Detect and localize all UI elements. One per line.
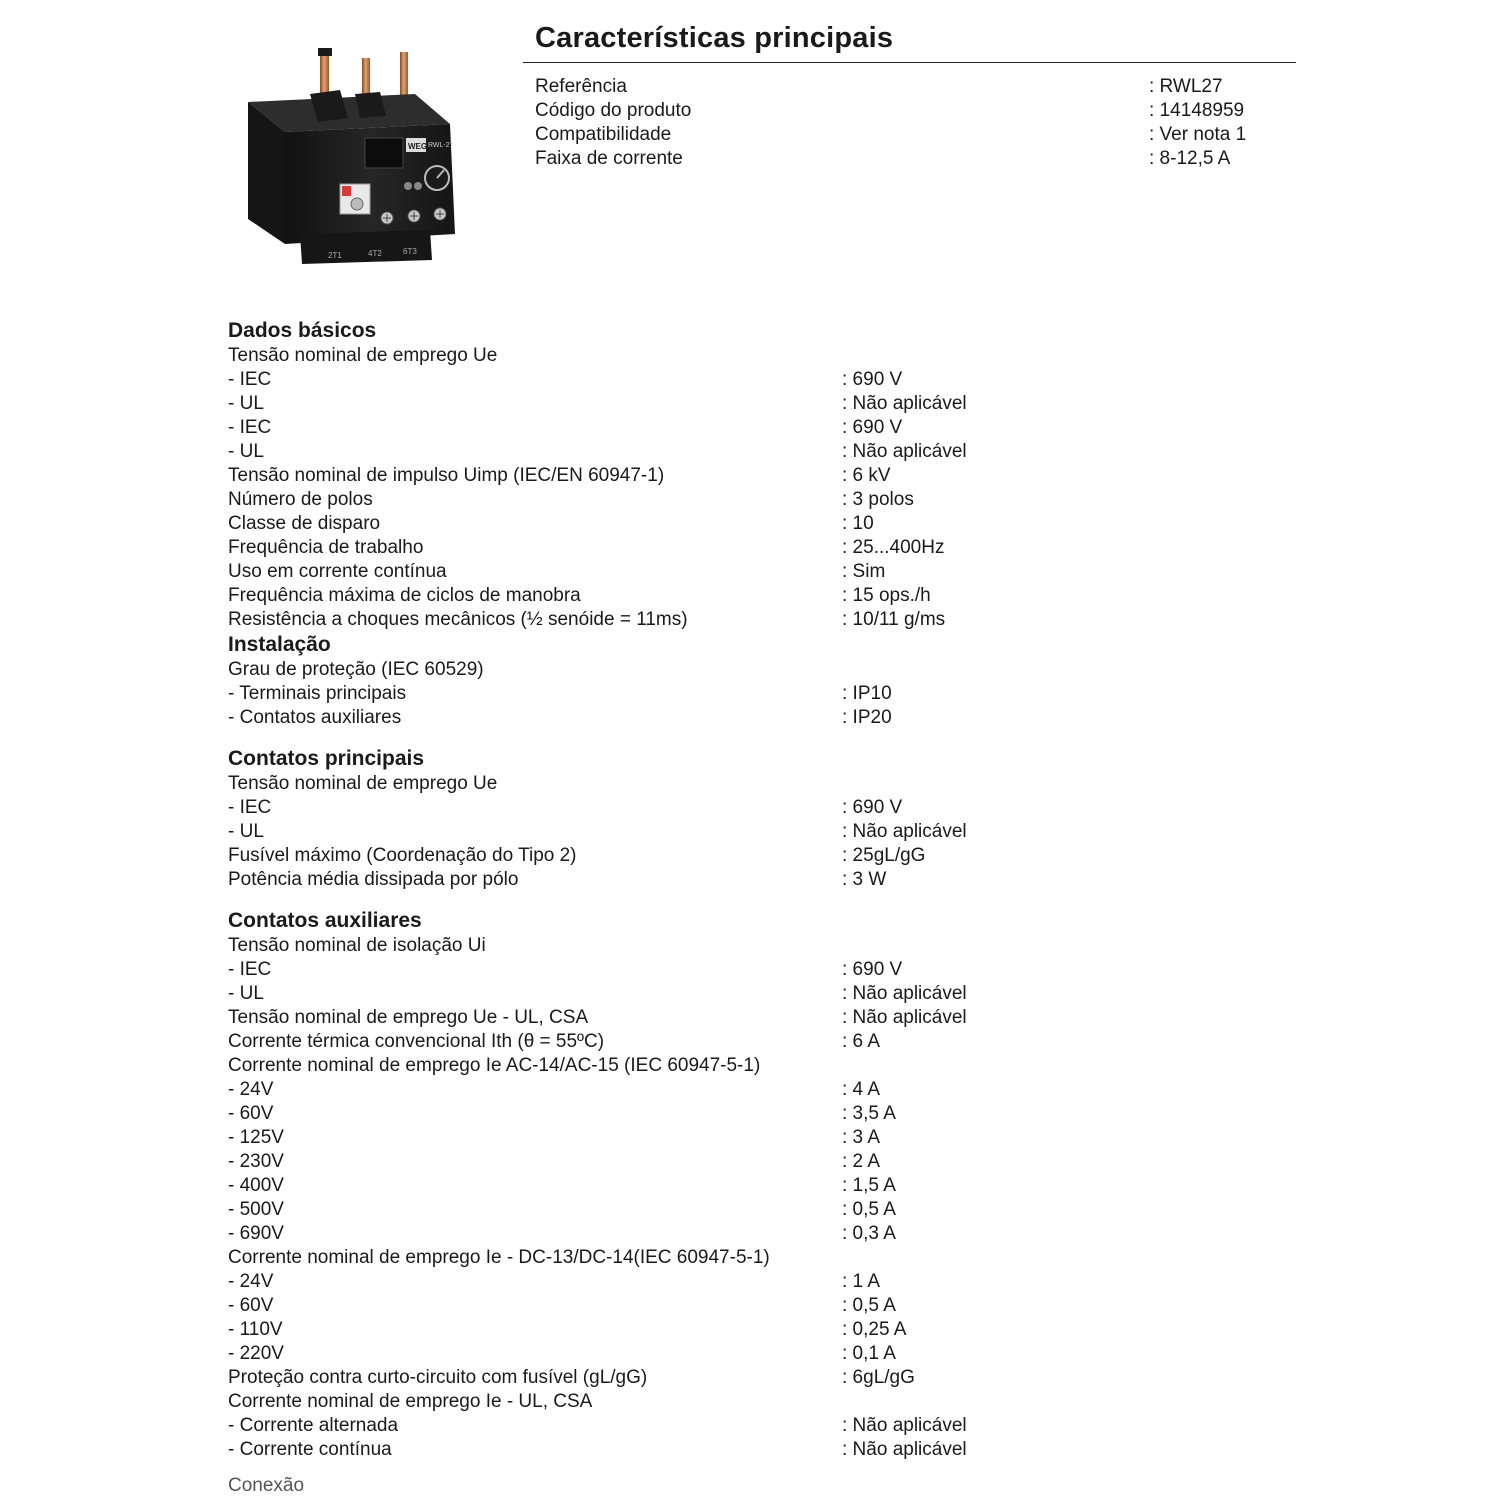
spec-value: : Não aplicável	[842, 393, 967, 414]
spec-row	[228, 844, 1308, 868]
spec-row	[228, 1054, 1308, 1078]
spec-row	[228, 682, 1308, 706]
spec-row	[228, 958, 1308, 982]
product-image	[240, 44, 480, 270]
section-contatos-auxiliares	[228, 934, 1308, 1462]
spec-label: - 24V	[228, 1271, 274, 1292]
spec-row	[228, 584, 1308, 608]
spec-row	[228, 706, 1308, 730]
spec-row	[228, 1102, 1308, 1126]
spec-value: : Não aplicável	[842, 1007, 967, 1028]
spec-label: - IEC	[228, 959, 272, 980]
spec-value: : 3 polos	[842, 489, 914, 510]
spec-row	[228, 1366, 1308, 1390]
spec-row	[228, 772, 1308, 796]
spec-row	[228, 1414, 1308, 1438]
spec-row	[228, 1198, 1308, 1222]
spec-label: - Terminais principais	[228, 683, 407, 704]
spec-label: - 400V	[228, 1175, 284, 1196]
spec-row	[228, 1246, 1308, 1270]
spec-row	[228, 1342, 1308, 1366]
spec-label: - UL	[228, 393, 264, 414]
model-label: RWL-27	[428, 142, 454, 149]
section-title-contatos-auxiliares: Contatos auxiliares	[228, 909, 422, 932]
spec-sheet	[228, 318, 1308, 1462]
spec-value: : 3,5 A	[842, 1103, 896, 1124]
main-specs-table	[535, 75, 1295, 171]
spec-row	[228, 1438, 1308, 1462]
spec-row	[228, 536, 1308, 560]
spec-value: : IP10	[842, 683, 892, 704]
spec-value: : 4 A	[842, 1079, 881, 1100]
spec-label: - 24V	[228, 1079, 274, 1100]
section-contatos-principais	[228, 772, 1308, 892]
spec-label: - 690V	[228, 1223, 284, 1244]
spec-label: - UL	[228, 983, 264, 1004]
section-title-contatos-principais: Contatos principais	[228, 747, 425, 770]
spec-label: - IEC	[228, 417, 272, 438]
spec-value: : 690 V	[842, 369, 903, 390]
spec-label: Uso em corrente contínua	[228, 561, 447, 582]
spec-row	[535, 123, 1295, 147]
spec-label: - 110V	[228, 1319, 283, 1340]
spec-label: - Corrente contínua	[228, 1439, 392, 1460]
spec-value: : 2 A	[842, 1151, 881, 1172]
spec-value: : 10	[842, 513, 874, 534]
spec-label: Tensão nominal de isolação Ui	[228, 935, 486, 956]
spec-row	[228, 392, 1308, 416]
spec-value: : Ver nota 1	[1149, 124, 1247, 145]
spec-row	[228, 464, 1308, 488]
spec-label: - Contatos auxiliares	[228, 707, 402, 728]
terminal-label-2: 4T2	[368, 249, 382, 258]
section-dados-basicos	[228, 344, 1308, 632]
spec-label: - 220V	[228, 1343, 284, 1364]
spec-value: : Não aplicável	[842, 1415, 967, 1436]
spec-label: - IEC	[228, 797, 272, 818]
spec-label: Número de polos	[228, 489, 373, 510]
spec-value: : 6 kV	[842, 465, 891, 486]
spec-label: Faixa de corrente	[535, 148, 683, 169]
spec-row	[228, 512, 1308, 536]
section-instalacao	[228, 658, 1308, 730]
spec-label: - UL	[228, 441, 264, 462]
spec-row	[228, 416, 1308, 440]
section-title-dados-basicos: Dados básicos	[228, 319, 377, 342]
spec-row	[228, 796, 1308, 820]
spec-row	[228, 868, 1308, 892]
spec-label: - 230V	[228, 1151, 284, 1172]
spec-label: - 500V	[228, 1199, 284, 1220]
spec-value: : Não aplicável	[842, 1439, 967, 1460]
spec-value: : 3 W	[842, 869, 887, 890]
spec-label: - IEC	[228, 369, 272, 390]
spec-value: : Sim	[842, 561, 886, 582]
spec-row	[228, 1150, 1308, 1174]
spec-row	[228, 1030, 1308, 1054]
spec-value: : 0,5 A	[842, 1199, 896, 1220]
spec-value: : Não aplicável	[842, 983, 967, 1004]
spec-row	[535, 147, 1295, 171]
spec-label: Grau de proteção (IEC 60529)	[228, 659, 484, 680]
spec-value: : Não aplicável	[842, 821, 967, 842]
spec-value: : 6 A	[842, 1031, 881, 1052]
spec-value: : IP20	[842, 707, 892, 728]
spec-label: Referência	[535, 76, 627, 97]
spec-label: Potência média dissipada por pólo	[228, 869, 519, 890]
spec-value: : 6gL/gG	[842, 1367, 915, 1388]
spec-value: : 690 V	[842, 797, 903, 818]
spec-row	[228, 1294, 1308, 1318]
spec-row	[228, 658, 1308, 682]
spec-row	[228, 488, 1308, 512]
page-title: Características principais	[535, 22, 894, 54]
spec-label: Fusível máximo (Coordenação do Tipo 2)	[228, 845, 577, 866]
section-title-instalacao: Instalação	[228, 633, 331, 656]
spec-label: Tensão nominal de emprego Ue - UL, CSA	[228, 1007, 589, 1028]
terminal-label-3: 6T3	[403, 247, 417, 256]
spec-value: : 0,1 A	[842, 1343, 896, 1364]
spec-label: Tensão nominal de emprego Ue	[228, 773, 498, 794]
spec-row	[228, 560, 1308, 584]
spec-value: : 25...400Hz	[842, 537, 945, 558]
spec-label: Corrente térmica convencional Ith (θ = 55ºC)	[228, 1031, 605, 1052]
brand-logo-text: WEG	[408, 142, 428, 151]
spec-label: - 125V	[228, 1127, 284, 1148]
spec-value: : 0,3 A	[842, 1223, 896, 1244]
spec-row	[228, 1270, 1308, 1294]
spec-row	[228, 344, 1308, 368]
spec-row	[228, 982, 1308, 1006]
spec-value: : 14148959	[1149, 100, 1245, 121]
spec-label: - UL	[228, 821, 264, 842]
spec-value: : 25gL/gG	[842, 845, 926, 866]
spec-label: Frequência de trabalho	[228, 537, 424, 558]
spec-row	[228, 440, 1308, 464]
spec-value: : 690 V	[842, 417, 903, 438]
spec-label: Tensão nominal de impulso Uimp (IEC/EN 60947-1)	[228, 465, 665, 486]
title-divider	[523, 62, 1296, 63]
thermal-relay-illustration	[240, 44, 480, 270]
spec-value: : 15 ops./h	[842, 585, 931, 606]
spec-row	[228, 1390, 1308, 1414]
spec-row	[228, 934, 1308, 958]
spec-value: : 690 V	[842, 959, 903, 980]
spec-label: Resistência a choques mecânicos (½ senóide = 11ms)	[228, 609, 688, 630]
spec-label: Classe de disparo	[228, 513, 381, 534]
spec-row	[228, 820, 1308, 844]
spec-label: Corrente nominal de emprego Ie - UL, CSA	[228, 1391, 593, 1412]
cut-off-heading: Conexão	[228, 1475, 305, 1496]
spec-row	[228, 1126, 1308, 1150]
spec-label: Corrente nominal de emprego Ie - DC-13/DC-14(IEC 60947-5-1)	[228, 1247, 770, 1268]
spec-label: Compatibilidade	[535, 124, 672, 145]
spec-label: Proteção contra curto-circuito com fusível (gL/gG)	[228, 1367, 648, 1388]
spec-row	[535, 99, 1295, 123]
spec-label: - Corrente alternada	[228, 1415, 399, 1436]
spec-row	[535, 75, 1295, 99]
spec-row	[228, 368, 1308, 392]
spec-value: : 10/11 g/ms	[842, 609, 946, 630]
spec-value: : 0,25 A	[842, 1319, 907, 1340]
spec-label: - 60V	[228, 1295, 274, 1316]
spec-label: Corrente nominal de emprego Ie AC-14/AC-15 (IEC 60947-5-1)	[228, 1055, 761, 1076]
spec-row	[228, 1174, 1308, 1198]
spec-value: : RWL27	[1149, 76, 1223, 97]
spec-value: : 1,5 A	[842, 1175, 896, 1196]
spec-value: : 8-12,5 A	[1149, 148, 1231, 169]
spec-row	[228, 608, 1308, 632]
spec-row	[228, 1006, 1308, 1030]
spec-value: : Não aplicável	[842, 441, 967, 462]
spec-label: Frequência máxima de ciclos de manobra	[228, 585, 581, 606]
spec-row	[228, 1078, 1308, 1102]
spec-row	[228, 1222, 1308, 1246]
spec-value: : 1 A	[842, 1271, 881, 1292]
terminal-label-1: 2T1	[328, 251, 342, 260]
spec-value: : 0,5 A	[842, 1295, 896, 1316]
spec-row	[228, 1318, 1308, 1342]
spec-label: - 60V	[228, 1103, 274, 1124]
spec-value: : 3 A	[842, 1127, 881, 1148]
spec-label: Tensão nominal de emprego Ue	[228, 345, 498, 366]
spec-label: Código do produto	[535, 100, 692, 121]
